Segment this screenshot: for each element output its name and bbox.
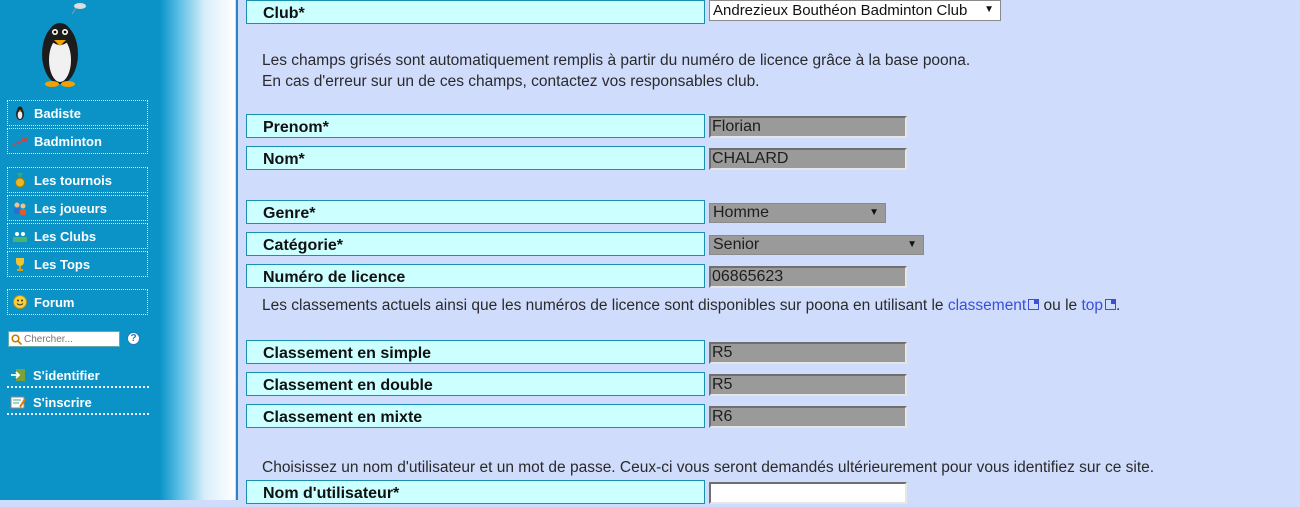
dropdown-arrow-icon: ▼ <box>984 4 994 15</box>
double-label: Classement en double <box>246 372 705 396</box>
autofill-info-line2: En cas d'erreur sur un de ces champs, contactez vos responsables club. <box>262 73 760 90</box>
external-link-icon <box>1028 299 1039 310</box>
sidebar-item-tops[interactable] <box>7 251 148 277</box>
sidebar-item-label: Les Clubs <box>34 228 97 244</box>
genre-select[interactable] <box>709 203 886 223</box>
login-label: S'identifier <box>33 367 100 383</box>
licence-label: Numéro de licence <box>246 264 705 288</box>
double-field[interactable]: R5 <box>709 374 907 396</box>
racket-icon <box>12 133 28 149</box>
classement-info <box>262 295 1120 316</box>
sidebar-item-label: Les Tops <box>34 256 91 272</box>
help-icon[interactable]: ? <box>127 332 140 345</box>
autofill-info-line1: Les champs grisés sont automatiquement remplis à partir du numéro de licence grâce à la base poona. <box>262 52 971 69</box>
dropdown-arrow-icon: ▼ <box>907 239 917 250</box>
classement-info-middle: ou le <box>1039 297 1082 314</box>
genre-label: Genre* <box>246 200 705 224</box>
mixte-field[interactable]: R6 <box>709 406 907 428</box>
username-label: Nom d'utilisateur* <box>246 480 705 504</box>
penguin-icon <box>12 105 28 121</box>
register-icon <box>10 395 26 409</box>
sidebar <box>0 0 235 500</box>
menu-group-main <box>7 100 148 156</box>
categorie-label: Catégorie* <box>246 232 705 256</box>
registration-form <box>236 0 1300 500</box>
autofill-info <box>262 50 970 92</box>
classement-info-text: Les classements actuels ainsi que les numéros de licence sont disponibles sur poona en utilisant le <box>262 297 948 314</box>
categorie-select[interactable] <box>709 235 924 255</box>
sidebar-item-tournois[interactable] <box>7 167 148 193</box>
register-link[interactable] <box>7 391 149 415</box>
sidebar-item-label: Les tournois <box>34 172 113 188</box>
club-select-value: Andrezieux Bouthéon Badminton Club <box>713 2 968 19</box>
menu-group-browse <box>7 167 148 279</box>
search-input[interactable] <box>24 334 104 345</box>
clubs-icon <box>12 228 28 244</box>
classement-info-end: . <box>1116 297 1121 314</box>
register-label: S'inscrire <box>33 394 92 410</box>
club-select[interactable] <box>709 0 1001 21</box>
trophy-icon <box>12 256 28 272</box>
mixte-label: Classement en mixte <box>246 404 705 428</box>
genre-select-value: Homme <box>713 204 770 221</box>
search-icon <box>11 334 22 345</box>
search-box <box>8 331 120 347</box>
sidebar-item-label: Forum <box>34 294 75 310</box>
classement-link[interactable]: classement <box>947 297 1027 314</box>
top-link[interactable]: top <box>1081 297 1104 314</box>
medal-icon <box>12 172 28 188</box>
username-input[interactable] <box>709 482 907 504</box>
prenom-field[interactable]: Florian <box>709 116 907 138</box>
sidebar-item-label: Badminton <box>34 133 102 149</box>
sidebar-item-clubs[interactable] <box>7 223 148 249</box>
penguin-logo-icon[interactable] <box>28 0 98 92</box>
dropdown-arrow-icon: ▼ <box>869 207 879 218</box>
nom-field[interactable]: CHALARD <box>709 148 907 170</box>
username-info: Choisissez un nom d'utilisateur et un mot de passe. Ceux-ci vous seront demandés ultérieurement pour vous identifiez sur ce site. <box>262 459 1155 476</box>
external-link-icon <box>1105 299 1116 310</box>
nom-label: Nom* <box>246 146 705 170</box>
prenom-label: Prenom* <box>246 114 705 138</box>
sidebar-item-badminton[interactable] <box>7 128 148 154</box>
menu-group-community <box>7 289 148 317</box>
simple-field[interactable]: R5 <box>709 342 907 364</box>
sidebar-item-badiste[interactable] <box>7 100 148 126</box>
categorie-select-value: Senior <box>713 236 760 253</box>
simple-label: Classement en simple <box>246 340 705 364</box>
smiley-icon <box>12 294 28 310</box>
sidebar-item-forum[interactable] <box>7 289 148 315</box>
login-link[interactable] <box>7 364 149 388</box>
club-label: Club* <box>246 0 705 24</box>
login-icon <box>10 368 26 382</box>
players-icon <box>12 200 28 216</box>
licence-field[interactable]: 06865623 <box>709 266 907 288</box>
sidebar-item-label: Les joueurs <box>34 200 107 216</box>
sidebar-item-label: Badiste <box>34 105 81 121</box>
sidebar-item-joueurs[interactable] <box>7 195 148 221</box>
